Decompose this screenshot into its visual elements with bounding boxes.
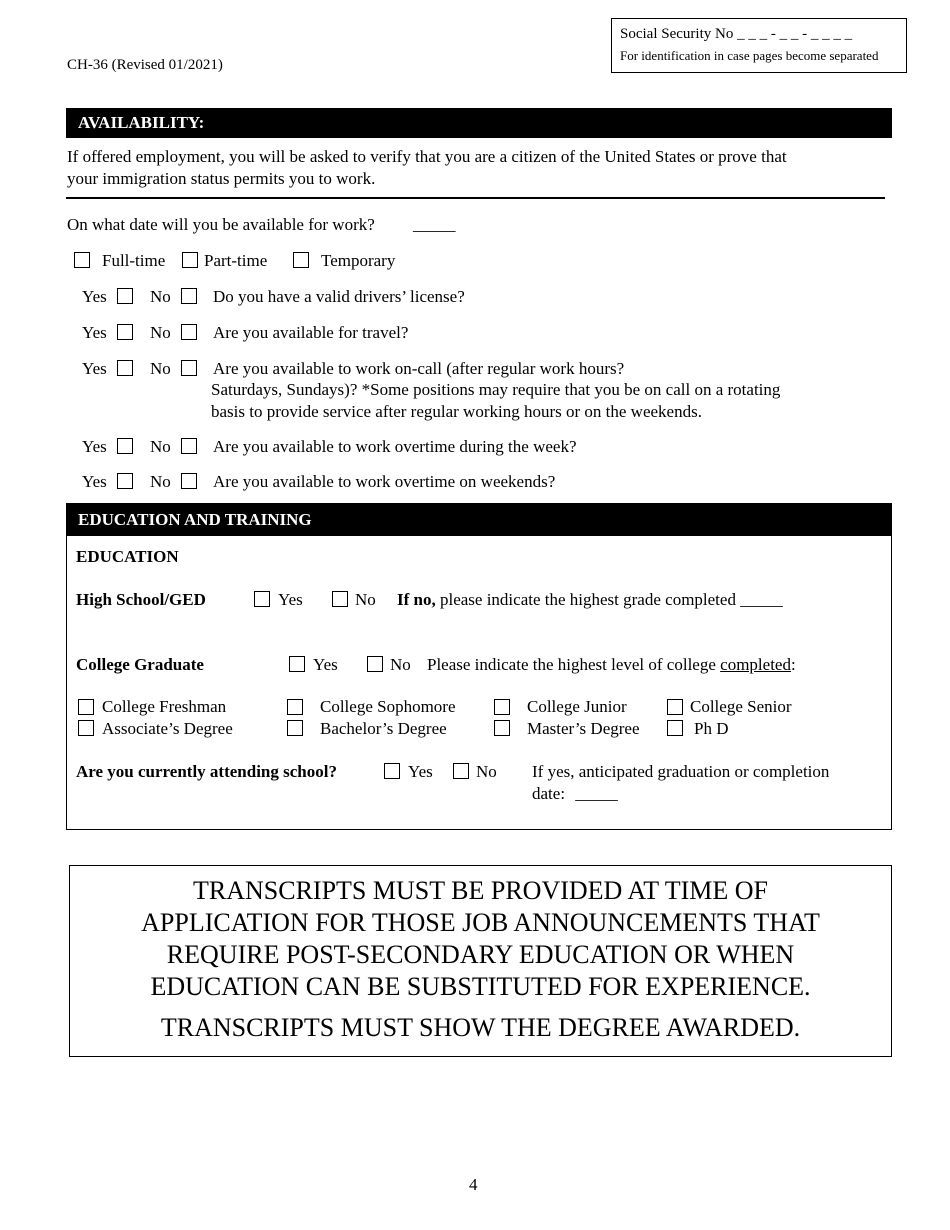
q2-text: Are you available for travel? — [213, 323, 409, 342]
ssn-box — [611, 18, 907, 73]
hs-ifno: If no, — [397, 590, 436, 609]
temporary-label: Temporary — [321, 251, 396, 270]
q5-no-checkbox[interactable] — [181, 473, 197, 489]
college-freshman-label: College Freshman — [102, 697, 227, 716]
college-sophomore-label: College Sophomore — [320, 697, 456, 716]
notice-line5: TRANSCRIPTS MUST SHOW THE DEGREE AWARDED. — [160, 1013, 801, 1042]
transcript-notice — [69, 865, 892, 1057]
college-label: College Graduate — [76, 655, 204, 674]
q1-yes-checkbox[interactable] — [117, 288, 133, 304]
q4-no-checkbox[interactable] — [181, 438, 197, 454]
attending-yes-checkbox[interactable] — [384, 763, 400, 779]
college-junior-checkbox[interactable] — [494, 699, 510, 715]
college-yes-checkbox[interactable] — [289, 656, 305, 672]
college-yes-label: Yes — [313, 655, 338, 674]
graduation-prompt-line1: If yes, anticipated graduation or completion — [532, 762, 830, 781]
college-prompt-completed: completed — [720, 655, 791, 674]
q5-yes-checkbox[interactable] — [117, 473, 133, 489]
college-freshman-checkbox[interactable] — [78, 699, 94, 715]
hs-grade-prompt — [397, 590, 783, 610]
notice-line4: EDUCATION CAN BE SUBSTITUTED FOR EXPERIENCE. — [150, 972, 811, 1001]
hs-no-label: No — [355, 590, 376, 609]
bachelors-degree-checkbox[interactable] — [287, 720, 303, 736]
college-prompt-colon: : — [790, 655, 796, 674]
q3-text-line2: Saturdays, Sundays)? *Some positions may require that you be on call on a rotating — [211, 380, 781, 399]
hs-label: High School/GED — [76, 590, 206, 609]
education-subheading: EDUCATION — [76, 547, 179, 566]
phd-checkbox[interactable] — [667, 720, 683, 736]
associates-degree-label: Associate’s Degree — [102, 719, 233, 738]
masters-degree-label: Master’s Degree — [527, 719, 640, 738]
graduation-date-input[interactable]: _____ — [575, 784, 618, 803]
q3-no-label: No — [150, 359, 171, 378]
full-time-label: Full-time — [102, 251, 166, 270]
masters-degree-checkbox[interactable] — [494, 720, 510, 736]
education-heading: EDUCATION AND TRAINING — [66, 503, 892, 536]
q5-text: Are you available to work overtime on weekends? — [213, 472, 556, 491]
college-senior-label: College Senior — [690, 697, 792, 716]
form-id: CH-36 (Revised 01/2021) — [67, 57, 223, 73]
college-sophomore-checkbox[interactable] — [287, 699, 303, 715]
college-no-label: No — [390, 655, 411, 674]
bachelors-degree-label: Bachelor’s Degree — [320, 719, 447, 738]
q5-no-label: No — [150, 472, 171, 491]
q2-yes-checkbox[interactable] — [117, 324, 133, 340]
hs-grade-text: please indicate the highest grade completed — [439, 590, 736, 609]
date-question: On what date will you be available for work? — [67, 215, 375, 234]
notice-line2: APPLICATION FOR THOSE JOB ANNOUNCEMENTS THAT — [141, 908, 820, 937]
q2-no-label: No — [150, 323, 171, 342]
q1-yes-label: Yes — [82, 287, 107, 306]
notice-line3: REQUIRE POST-SECONDARY EDUCATION OR WHEN — [166, 940, 795, 969]
q3-yes-checkbox[interactable] — [117, 360, 133, 376]
q4-no-label: No — [150, 437, 171, 456]
ssn-label: Social Security No — [620, 26, 734, 42]
associates-degree-checkbox[interactable] — [78, 720, 94, 736]
q3-yes-label: Yes — [82, 359, 107, 378]
attending-no-label: No — [476, 762, 497, 781]
q3-no-checkbox[interactable] — [181, 360, 197, 376]
college-senior-checkbox[interactable] — [667, 699, 683, 715]
divider — [66, 197, 885, 199]
ssn-field[interactable]: _ _ _ - _ _ - _ _ _ _ — [737, 26, 853, 42]
q3-text-line3: basis to provide service after regular working hours or on the weekends. — [211, 402, 702, 421]
graduation-date-label: date: — [532, 784, 566, 803]
attending-yes-label: Yes — [408, 762, 433, 781]
q4-yes-label: Yes — [82, 437, 107, 456]
q1-no-checkbox[interactable] — [181, 288, 197, 304]
hs-no-checkbox[interactable] — [332, 591, 348, 607]
attending-no-checkbox[interactable] — [453, 763, 469, 779]
hs-yes-checkbox[interactable] — [254, 591, 270, 607]
q3-text: Are you available to work on-call (after regular work hours? — [213, 359, 625, 378]
available-date-input[interactable]: _____ — [413, 215, 456, 234]
ssn-row — [620, 26, 852, 43]
phd-label: Ph D — [694, 719, 729, 738]
part-time-checkbox[interactable] — [182, 252, 198, 268]
q5-yes-label: Yes — [82, 472, 107, 491]
q1-text: Do you have a valid drivers’ license? — [213, 287, 465, 306]
q2-no-checkbox[interactable] — [181, 324, 197, 340]
availability-intro-line2: your immigration status permits you to work. — [67, 169, 376, 188]
college-prompt-text: Please indicate the highest level of college — [427, 655, 716, 674]
hs-yes-label: Yes — [278, 590, 303, 609]
ssn-note: For identification in case pages become separated — [620, 48, 879, 63]
full-time-checkbox[interactable] — [74, 252, 90, 268]
notice-line1: TRANSCRIPTS MUST BE PROVIDED AT TIME OF — [193, 876, 768, 905]
page-number: 4 — [469, 1175, 478, 1194]
college-level-prompt — [427, 655, 796, 675]
temporary-checkbox[interactable] — [293, 252, 309, 268]
availability-intro-line1: If offered employment, you will be asked to verify that you are a citizen of the United States or prove that — [67, 147, 787, 166]
q4-text: Are you available to work overtime during the week? — [213, 437, 577, 456]
q4-yes-checkbox[interactable] — [117, 438, 133, 454]
part-time-label: Part-time — [204, 251, 268, 270]
college-no-checkbox[interactable] — [367, 656, 383, 672]
attending-label: Are you currently attending school? — [76, 762, 337, 781]
q2-yes-label: Yes — [82, 323, 107, 342]
q1-no-label: No — [150, 287, 171, 306]
graduation-prompt-line2 — [532, 784, 618, 804]
hs-grade-input[interactable]: _____ — [740, 590, 783, 609]
college-junior-label: College Junior — [527, 697, 627, 716]
availability-heading: AVAILABILITY: — [66, 108, 892, 138]
